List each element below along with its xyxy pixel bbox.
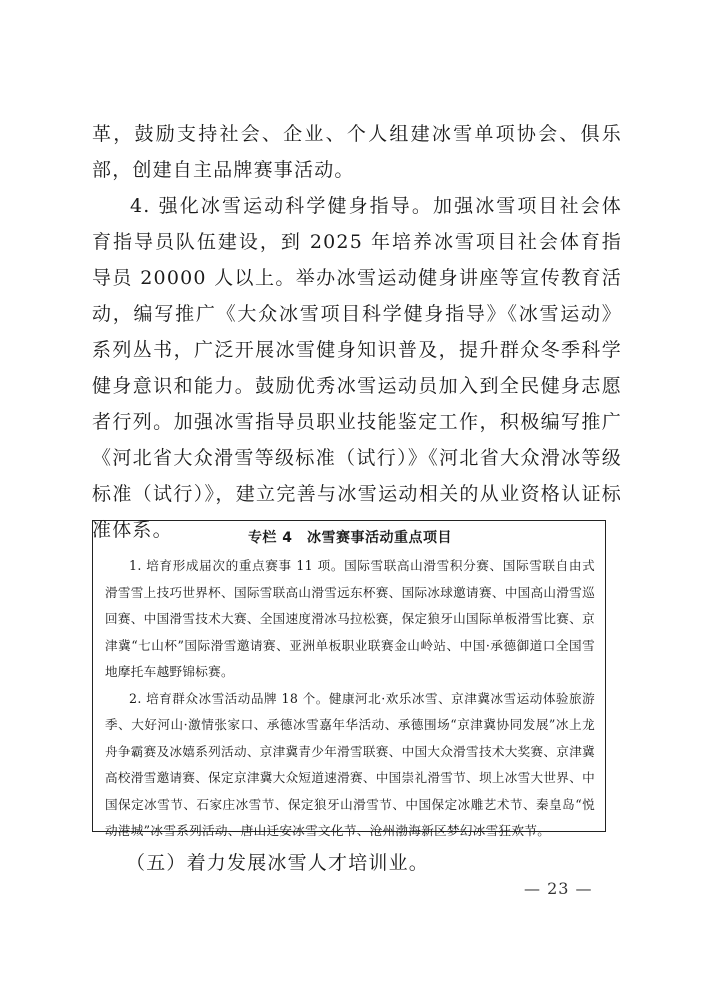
paragraph-continuation: 革，鼓励支持社会、企业、个人组建冰雪单项协会、俱乐部，创建自主品牌赛事活动。: [92, 123, 622, 181]
page-number: — 23 —: [524, 879, 593, 898]
paragraph-item-4: 4. 强化冰雪运动科学健身指导。加强冰雪项目社会体育指导员队伍建设，到 2025 年培养冰雪项目社会体育指导员 20000 人以上。举办冰雪运动健身讲座等宣传教育活动，编写推广《大众冰雪项目科学健身指导》《冰雪运动》系列丛书，广泛开展冰雪健身知识普及，提升群众冬季科学健身意识和能力。鼓励优秀冰雪运动员加入到全民健身志愿者行列。加强冰雪指导员职业技能鉴定工作，积极编写推广《河北省大众滑雪等级标准（试行）》《河北省大众滑冰等级标准（试行）》，建立完善与冰雪运动相关的从业资格认证标准体系。: [92, 195, 622, 541]
special-column-title: 专栏 4 冰雪赛事活动重点项目: [247, 530, 453, 546]
section-heading: （五）着力发展冰雪人才培训业。: [126, 852, 430, 874]
body-text: [92, 116, 622, 548]
special-column-item-1: 1. 培育形成届次的重点赛事 11 项。国际雪联高山滑雪积分赛、国际雪联自由式滑雪雪上技巧世界杯、国际雪联高山滑雪远东杯赛、国际冰球邀请赛、中国高山滑雪巡回赛、中国滑雪技术大赛、全国速度滑冰马拉松赛，保定狼牙山国际单板滑雪比赛、京津冀“七山杯”国际滑雪邀请赛、亚洲单板职业联赛金山岭站、中国·承德御道口全国雪地摩托车越野锦标赛。: [105, 558, 595, 679]
special-column-box: [92, 520, 606, 838]
special-column-item-2: 2. 培育群众冰雪活动品牌 18 个。健康河北·欢乐冰雪、京津冀冰雪运动体验旅游季、大好河山·激情张家口、承德冰雪嘉年华活动、承德围场“京津冀协同发展”冰上龙舟争霸赛及冰嬉系列活动、京津冀青少年滑雪联赛、中国大众滑雪技术大奖赛、京津冀高校滑雪邀请赛、保定京津冀大众短道速滑赛、中国崇礼滑雪节、坝上冰雪大世界、中国保定冰雪节、石家庄冰雪节、保定狼牙山滑雪节、中国保定冰雕艺术节、秦皇岛“悦动港城”冰雪系列活动、唐山迁安冰雪文化节、沧州渤海新区梦幻冰雪狂欢节。: [105, 690, 595, 838]
